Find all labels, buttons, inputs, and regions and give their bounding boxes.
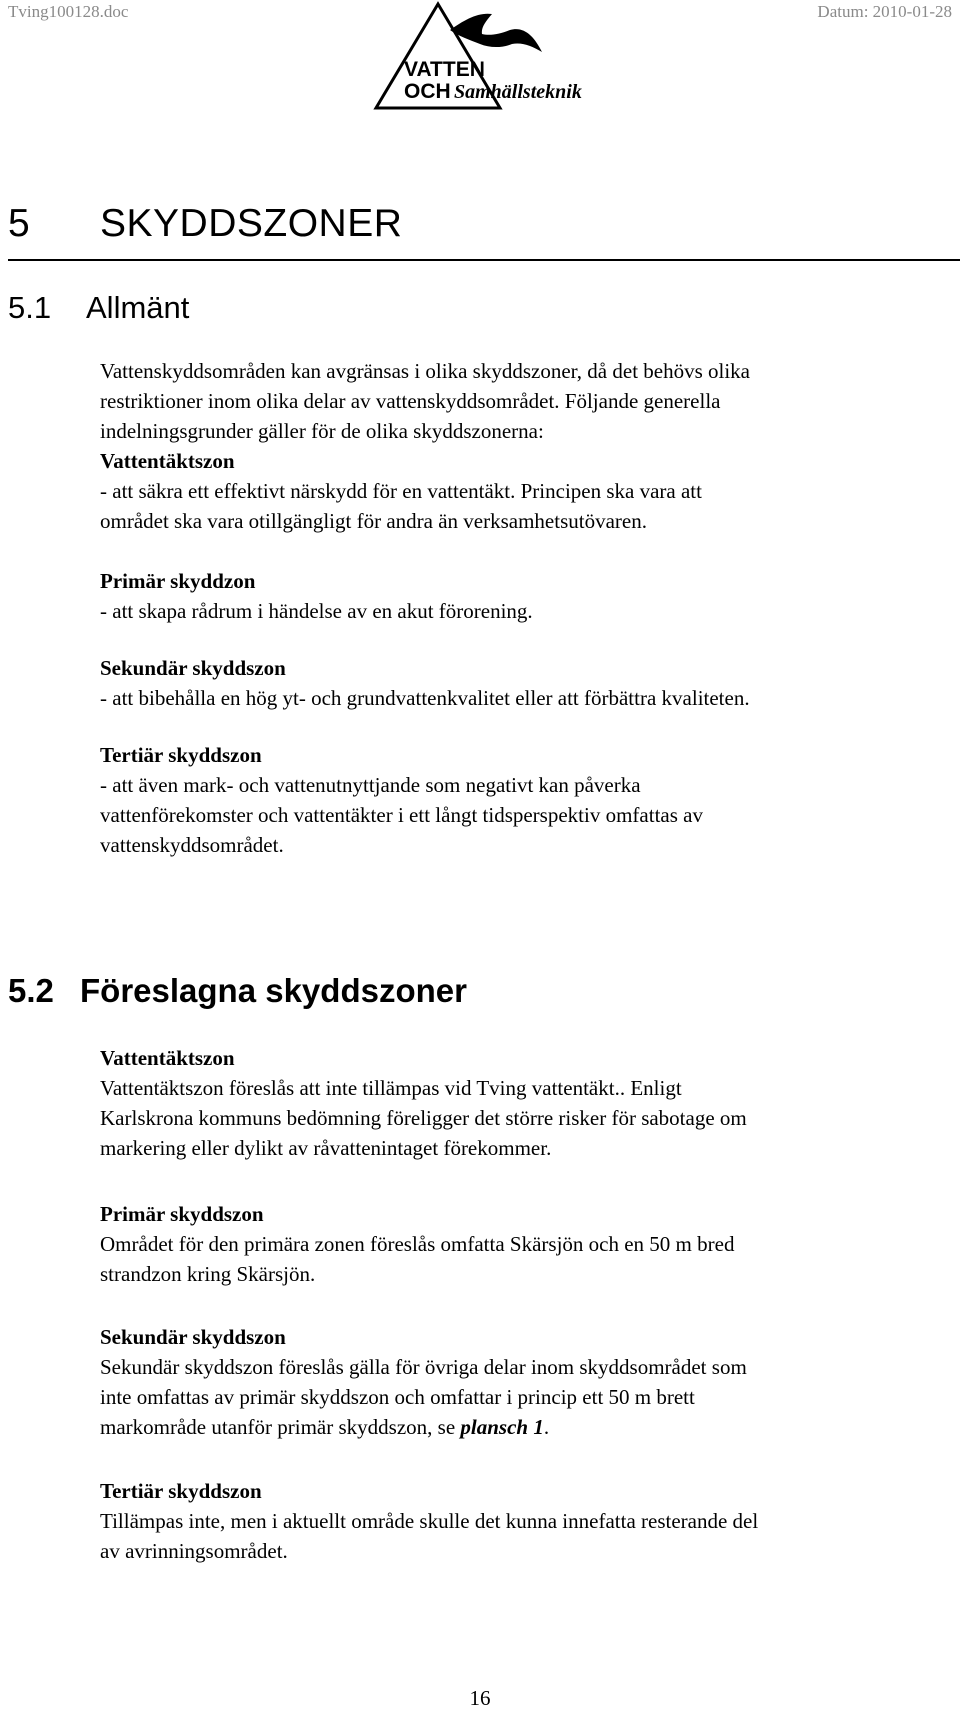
chapter-number: 5 xyxy=(8,202,31,245)
zone-description: - att bibehålla en hög yt- och grundvattenkvalitet eller att förbättra kvaliteten. xyxy=(100,686,750,710)
document-date: Datum: 2010-01-28 xyxy=(817,2,952,21)
logo-graphic xyxy=(372,0,592,120)
zone-description: Vattentäktszon föreslås att inte tillämpas vid Tving vattentäkt.. Enligt Karlskrona kommuns bedömning föreligger det större risker för sabotage om markering eller dylikt av råvattenintaget förekommer. xyxy=(100,1076,747,1160)
zone-description: Området för den primära zonen föreslås omfatta Skärsjön och en 50 m bred strandzon kring Skärsjön. xyxy=(100,1232,735,1286)
zone-label: Primär skyddzon xyxy=(100,569,256,593)
zone-label: Tertiär skyddszon xyxy=(100,743,262,767)
svg-text:Samhällsteknik: Samhällsteknik xyxy=(454,81,582,103)
svg-text:OCH: OCH xyxy=(404,80,451,103)
chapter-title: SKYDDSZONER xyxy=(100,202,403,245)
chapter-divider xyxy=(8,259,960,261)
page-number: 16 xyxy=(469,1686,491,1710)
document-filename: Tving100128.doc xyxy=(8,2,129,21)
plansch-reference: plansch 1 xyxy=(460,1415,544,1439)
zone-label: Primär skyddszon xyxy=(100,1202,264,1226)
zone-description: - att säkra ett effektivt närskydd för en vattentäkt. Principen ska vara att området ska vara otillgängligt för andra än verksamhetsutövaren. xyxy=(100,479,702,533)
zone-label: Vattentäktszon xyxy=(100,449,235,473)
zone-label: Sekundär skyddszon xyxy=(100,656,286,680)
section-heading-5-1: 5.1 Allmänt xyxy=(8,290,190,325)
chapter-heading xyxy=(8,202,402,246)
zone-label: Tertiär skyddszon xyxy=(100,1479,262,1503)
zone-description: - att även mark- och vattenutnyttjande som negativt kan påverka vattenförekomster och vattentäkter i ett långt tidsperspektiv omfattas av vattenskyddsområdet. xyxy=(100,773,703,857)
zone-label: Sekundär skyddszon xyxy=(100,1325,286,1349)
svg-text:VATTEN: VATTEN xyxy=(404,58,485,81)
zone-description: Sekundär skyddszon föreslås gälla för övriga delar inom skyddsområdet som inte omfattas av primär skyddszon och omfattar i princip ett 50 m brett markområde utanför primär skyddszon, se plansch 1. xyxy=(100,1355,747,1439)
zone-description: - att skapa rådrum i händelse av en akut förorening. xyxy=(100,599,533,623)
zone-label: Vattentäktszon xyxy=(100,1046,235,1070)
zone-description: Tillämpas inte, men i aktuellt område skulle det kunna innefatta resterande del av avrinningsområdet. xyxy=(100,1509,759,1563)
company-logo xyxy=(372,0,592,120)
section-heading-5-2: 5.2 Föreslagna skyddszoner xyxy=(8,972,467,1009)
intro-paragraph: Vattenskyddsområden kan avgränsas i olika skyddszoner, då det behövs olika restriktioner inom olika delar av vattenskyddsområdet. Följande generella indelningsgrunder gäller för de olika skyddszonerna: xyxy=(100,359,751,443)
